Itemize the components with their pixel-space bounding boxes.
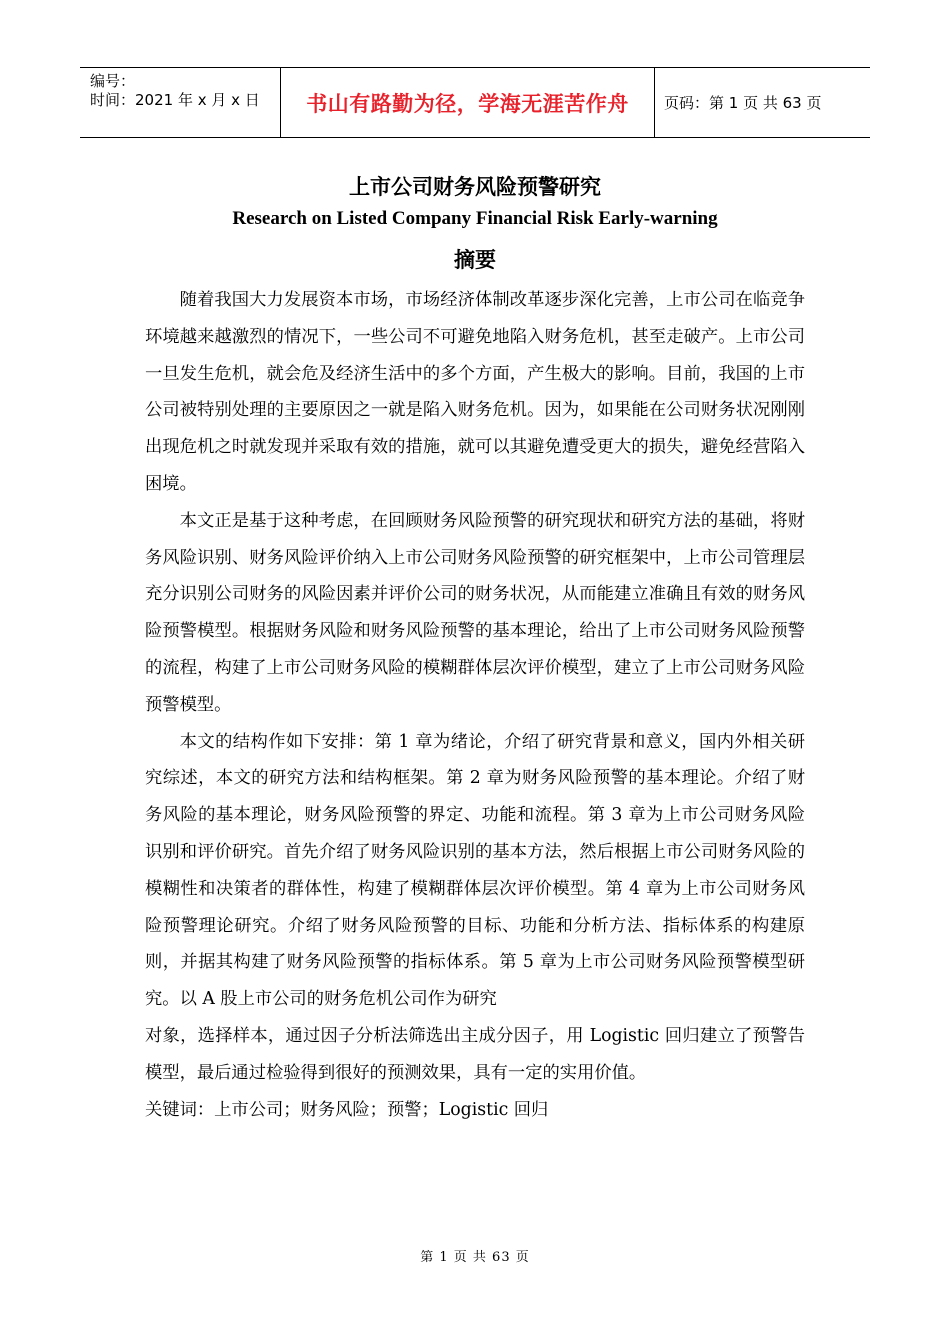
header-page-info: 页码：第 1 页 共 63 页 bbox=[664, 94, 822, 112]
abstract-paragraph-1: 随着我国大力发展资本市场，市场经济体制改革逐步深化完善，上市公司在临竞争环境越来越激烈的情况下，一些公司不可避免地陷入财务危机，甚至走破产。上市公司一旦发生危机，就会危及经济生活中的多个方面，产生极大的影响。目前，我国的上市公司被特别处理的主要原因之一就是陷入财务危机。因为，如果能在公司财务状况刚刚出现危机之时就发现并采取有效的措施，就可以其避免遭受更大的损失，避免经营陷入困境。 bbox=[145, 290, 805, 494]
abstract-heading: 摘要 bbox=[454, 248, 496, 272]
abstract-keywords: 关键词：上市公司；财务风险；预警；Logistic 回归 bbox=[145, 1099, 549, 1120]
page-footer: 第 1 页 共 63 页 bbox=[420, 1250, 530, 1265]
document-title-chinese: 上市公司财务风险预警研究 bbox=[349, 175, 601, 199]
abstract-paragraph-4: 对象，选择样本，通过因子分析法筛选出主成分因子，用 Logistic 回归建立了预警告模型，最后通过检验得到很好的预测效果，具有一定的实用价值。 bbox=[145, 1025, 805, 1083]
abstract-paragraph-3: 本文的结构作如下安排：第 1 章为绪论，介绍了研究背景和意义，国内外相关研究综述，本文的研究方法和结构框架。第 2 章为财务风险预警的基本理论。介绍了财务风险的基本理论，财务风险预警的界定、功能和流程。第 3 章为上市公司财务风险识别和评价研究。首先介绍了财务风险识别的基本方法，然后根据上市公司财务风险的模糊性和决策者的群体性，构建了模糊群体层次评价模型。第 4 章为上市公司财务风险预警理论研究。介绍了财务风险预警的目标、功能和分析方法、指标体系的构建原则，并据其构建了财务风险预警的指标体系。第 5 章为上市公司财务风险预警模型研究。以 A 股上市公司的财务危机公司作为研究 bbox=[145, 731, 805, 1010]
document-date-label: 时间：2021 年 x 月 x 日 bbox=[90, 91, 260, 109]
document-number-label: 编号： bbox=[90, 72, 136, 90]
header-meta-cell bbox=[80, 68, 281, 137]
document-title-english: Research on Listed Company Financial Risk Early-warning bbox=[232, 208, 718, 229]
header-motto: 书山有路勤为径，学海无涯苦作舟 bbox=[281, 68, 655, 137]
abstract-paragraph-2: 本文正是基于这种考虑，在回顾财务风险预警的研究现状和研究方法的基础，将财务风险识别、财务风险评价纳入上市公司财务风险预警的研究框架中，上市公司管理层充分识别公司财务的风险因素并评价公司的财务状况，从而能建立准确且有效的财务风险预警模型。根据财务风险和财务风险预警的基本理论，给出了上市公司财务风险预警的流程，构建了上市公司财务风险的模糊群体层次评价模型，建立了上市公司财务风险预警模型。 bbox=[145, 510, 805, 715]
document-header-table bbox=[80, 67, 870, 138]
abstract-body bbox=[145, 282, 805, 1128]
